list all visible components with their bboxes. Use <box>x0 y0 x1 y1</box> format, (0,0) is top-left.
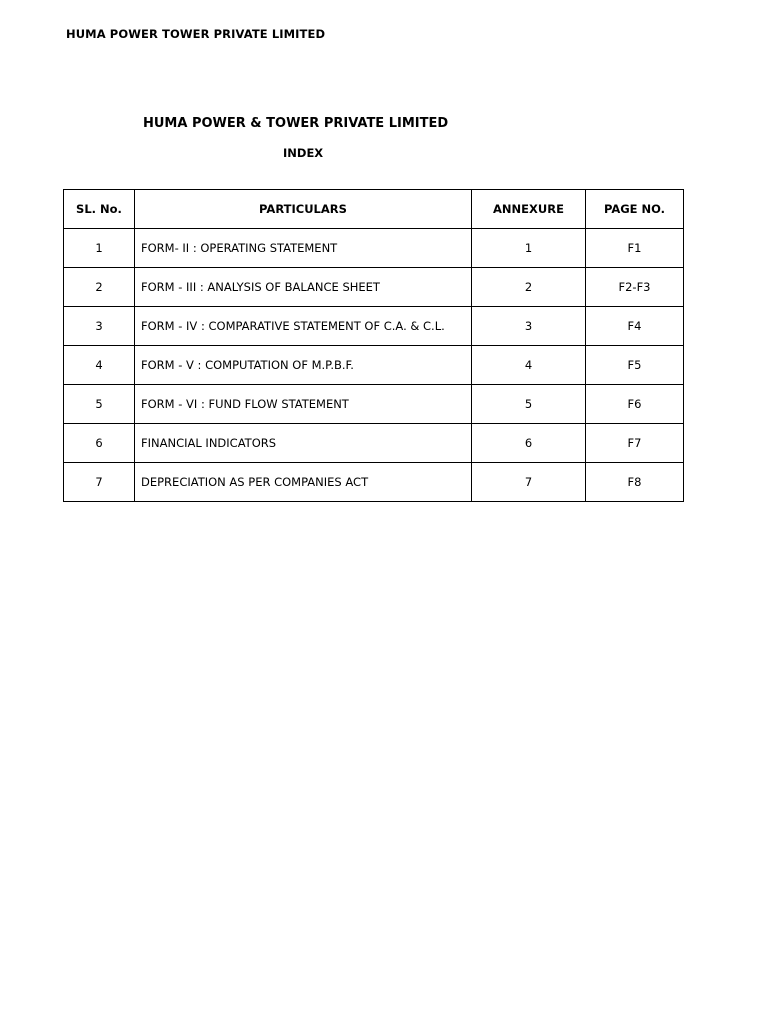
cell-particulars: FORM - V : COMPUTATION OF M.P.B.F. <box>135 346 472 385</box>
cell-sl-no: 3 <box>64 307 135 346</box>
table-row <box>64 268 684 307</box>
cell-sl-no: 7 <box>64 463 135 502</box>
header-particulars: PARTICULARS <box>135 190 472 229</box>
cell-annexure: 4 <box>472 346 586 385</box>
cell-annexure: 5 <box>472 385 586 424</box>
cell-particulars: FINANCIAL INDICATORS <box>135 424 472 463</box>
cell-annexure: 6 <box>472 424 586 463</box>
table-header-row <box>64 190 684 229</box>
header-annexure: ANNEXURE <box>472 190 586 229</box>
table-row <box>64 346 684 385</box>
cell-page-no: F6 <box>586 385 684 424</box>
document-title: HUMA POWER & TOWER PRIVATE LIMITED <box>143 116 449 131</box>
cell-page-no: F5 <box>586 346 684 385</box>
cell-page-no: F7 <box>586 424 684 463</box>
table-row <box>64 424 684 463</box>
cell-annexure: 3 <box>472 307 586 346</box>
header-sl-no: SL. No. <box>64 190 135 229</box>
cell-page-no: F2-F3 <box>586 268 684 307</box>
cell-particulars: FORM - III : ANALYSIS OF BALANCE SHEET <box>135 268 472 307</box>
cell-particulars: DEPRECIATION AS PER COMPANIES ACT <box>135 463 472 502</box>
cell-particulars: FORM - VI : FUND FLOW STATEMENT <box>135 385 472 424</box>
cell-annexure: 7 <box>472 463 586 502</box>
cell-sl-no: 5 <box>64 385 135 424</box>
cell-page-no: F4 <box>586 307 684 346</box>
table-row <box>64 385 684 424</box>
cell-sl-no: 4 <box>64 346 135 385</box>
cell-sl-no: 1 <box>64 229 135 268</box>
cell-particulars: FORM - IV : COMPARATIVE STATEMENT OF C.A. & C.L. <box>135 307 472 346</box>
index-table <box>63 189 684 502</box>
cell-sl-no: 2 <box>64 268 135 307</box>
table-row <box>64 307 684 346</box>
cell-annexure: 2 <box>472 268 586 307</box>
header-page-no: PAGE NO. <box>586 190 684 229</box>
table-row <box>64 229 684 268</box>
cell-annexure: 1 <box>472 229 586 268</box>
header-company-name: HUMA POWER TOWER PRIVATE LIMITED <box>66 27 326 41</box>
cell-sl-no: 6 <box>64 424 135 463</box>
cell-particulars: FORM- II : OPERATING STATEMENT <box>135 229 472 268</box>
table-row <box>64 463 684 502</box>
cell-page-no: F8 <box>586 463 684 502</box>
document-subtitle: INDEX <box>283 146 324 160</box>
cell-page-no: F1 <box>586 229 684 268</box>
